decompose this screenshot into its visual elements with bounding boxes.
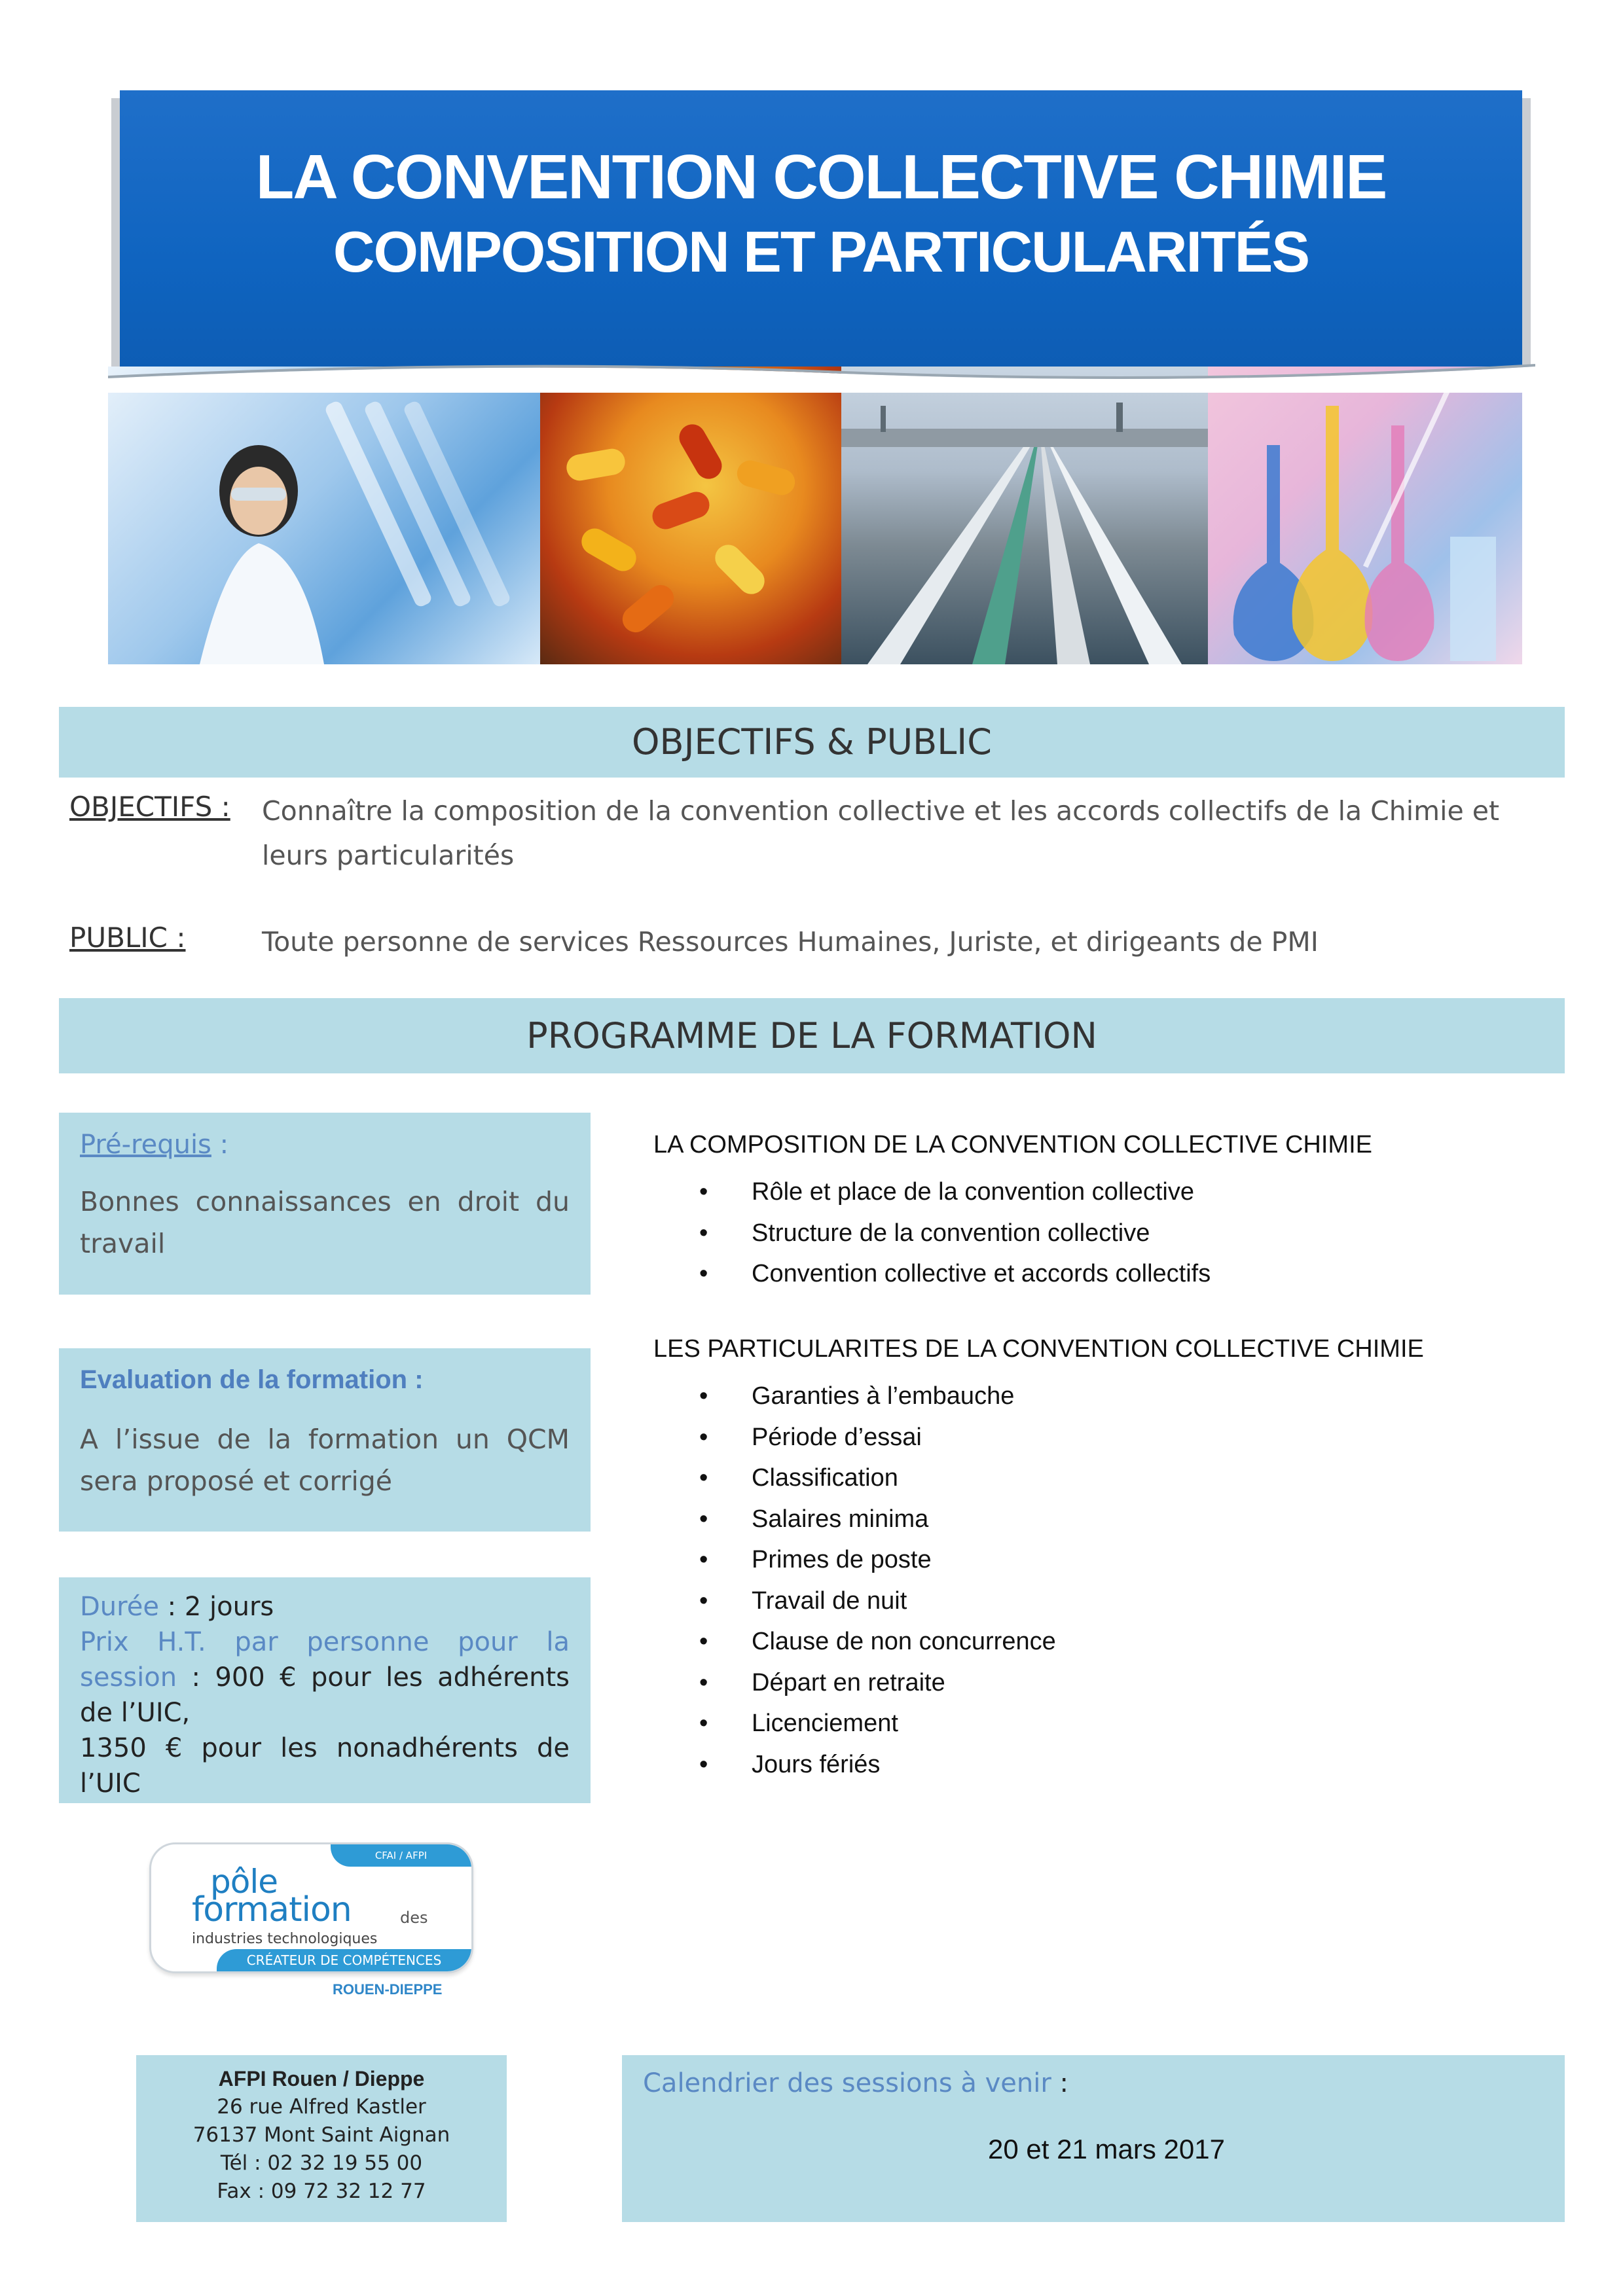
list-item	[653, 1253, 1211, 1295]
prerequis-label: Pré-requis	[80, 1130, 211, 1160]
programme-section-2-list	[653, 1376, 1056, 1785]
bullet-icon: •	[699, 1219, 708, 1247]
objectifs-text: Connaître la composition de la convention collective et les accords collectifs de la Chimie et leurs particularités	[262, 795, 1500, 871]
banner-wave-divider	[108, 340, 1535, 393]
address-street: 26 rue Alfred Kastler	[217, 2095, 426, 2119]
list-item-text: Primes de poste	[752, 1546, 932, 1573]
list-item-text: Convention collective et accords collectifs	[752, 1260, 1211, 1287]
list-item-text: Départ en retraite	[752, 1668, 945, 1696]
bullet-icon: •	[699, 1710, 708, 1737]
prix-adherents: : 900 € pour les adhérents de l’UIC,	[80, 1662, 570, 1728]
duree-line	[80, 1589, 570, 1624]
photo-industrial-pipes	[841, 367, 1208, 664]
bullet-icon: •	[699, 1423, 708, 1451]
photo-capsules	[540, 367, 841, 664]
logo-bottombar: CRÉATEUR DE COMPÉTENCES	[217, 1949, 471, 1971]
evaluation-box	[59, 1348, 591, 1532]
prerequis-label-suffix: :	[211, 1130, 229, 1160]
logo-des: des	[400, 1909, 428, 1927]
prerequis-text: Bonnes connaissances en droit du travail	[80, 1186, 570, 1259]
logo-topbar: CFAI / AFPI	[331, 1844, 471, 1867]
bullet-icon: •	[699, 1260, 708, 1287]
logo-city: ROUEN-DIEPPE	[333, 1981, 443, 1998]
list-item	[653, 1581, 1056, 1622]
public-label: PUBLIC :	[69, 922, 186, 954]
list-item	[653, 1539, 1056, 1581]
list-item-text: Structure de la convention collective	[752, 1219, 1150, 1247]
calendar-label: Calendrier des sessions à venir	[643, 2068, 1051, 2098]
list-item	[653, 1662, 1056, 1704]
list-item	[653, 1417, 1056, 1458]
bullet-icon: •	[699, 1382, 708, 1410]
list-item	[653, 1703, 1056, 1744]
title-banner	[120, 90, 1522, 378]
list-item	[653, 1172, 1211, 1213]
bullet-icon: •	[699, 1587, 708, 1615]
bullet-icon: •	[699, 1178, 708, 1206]
logo-pole: pôle	[210, 1863, 278, 1901]
banner-title-line1: LA CONVENTION COLLECTIVE CHIMIE	[255, 142, 1387, 212]
banner-title-line2: COMPOSITION ET PARTICULARITÉS	[333, 219, 1309, 284]
list-item	[653, 1499, 1056, 1540]
list-item-text: Clause de non concurrence	[752, 1628, 1056, 1655]
address-tel: Tél : 02 32 19 55 00	[220, 2151, 423, 2175]
duree-prix-box	[59, 1577, 591, 1803]
duree-value: : 2 jours	[158, 1592, 274, 1622]
photo-lab-scientist	[108, 367, 540, 664]
prix-non-adherents: 1350 € pour les nonadhérents de l’UIC	[80, 1733, 570, 1799]
list-item	[653, 1458, 1056, 1499]
calendar-date: 20 et 21 mars 2017	[988, 2134, 1225, 2164]
list-item	[653, 1213, 1211, 1254]
list-item-text: Salaires minima	[752, 1505, 929, 1533]
list-item-text: Licenciement	[752, 1710, 898, 1737]
logo-industries: industries technologiques	[192, 1931, 378, 1947]
bullet-icon: •	[699, 1668, 708, 1696]
programme-header: PROGRAMME DE LA FORMATION	[59, 998, 1565, 1073]
bullet-icon: •	[699, 1464, 708, 1492]
address-fax: Fax : 09 72 32 12 77	[217, 2179, 426, 2203]
photo-strip	[108, 367, 1522, 664]
duree-label: Durée	[80, 1592, 159, 1622]
programme-section-1-list	[653, 1172, 1211, 1295]
prix-label: Prix H.T. par personne pour la session	[80, 1627, 570, 1693]
list-item-text: Garanties à l’embauche	[752, 1382, 1015, 1410]
list-item	[653, 1376, 1056, 1417]
prerequis-box	[59, 1113, 591, 1295]
address-box	[136, 2055, 507, 2222]
bullet-icon: •	[699, 1505, 708, 1533]
evaluation-text: A l’issue de la formation un QCM sera proposé et corrigé	[80, 1424, 570, 1497]
list-item-text: Période d’essai	[752, 1423, 922, 1451]
list-item-text: Classification	[752, 1464, 898, 1492]
prix-line	[80, 1624, 570, 1731]
programme-section-1-title: LA COMPOSITION DE LA CONVENTION COLLECTIVE CHIMIE	[653, 1131, 1372, 1158]
logo-card	[149, 1842, 473, 1973]
list-item-text: Rôle et place de la convention collective	[752, 1178, 1194, 1206]
bullet-icon: •	[699, 1750, 708, 1778]
address-city: 76137 Mont Saint Aignan	[192, 2123, 450, 2147]
pole-formation-logo	[149, 1842, 477, 1998]
calendar-box	[622, 2055, 1565, 2222]
programme-section-2-title: LES PARTICULARITES DE LA CONVENTION COLLECTIVE CHIMIE	[653, 1335, 1424, 1363]
prerequis-label-line	[80, 1130, 570, 1160]
calendar-label-line	[643, 2068, 1068, 2098]
bullet-icon: •	[699, 1546, 708, 1573]
address-name: AFPI Rouen / Dieppe	[218, 2067, 425, 2090]
photo-lab-flasks	[1208, 367, 1522, 664]
evaluation-label: Evaluation de la formation :	[80, 1365, 424, 1394]
public-text: Toute personne de services Ressources Humaines, Juriste, et dirigeants de PMI	[262, 926, 1319, 958]
list-item-text: Jours fériés	[752, 1750, 881, 1778]
calendar-label-suffix: :	[1051, 2068, 1069, 2098]
objectifs-label: OBJECTIFS :	[69, 791, 230, 823]
objectifs-public-header: OBJECTIFS & PUBLIC	[59, 707, 1565, 778]
bullet-icon: •	[699, 1628, 708, 1655]
list-item	[653, 1744, 1056, 1785]
list-item	[653, 1621, 1056, 1662]
logo-formation: formation	[192, 1890, 352, 1929]
list-item-text: Travail de nuit	[752, 1587, 907, 1615]
